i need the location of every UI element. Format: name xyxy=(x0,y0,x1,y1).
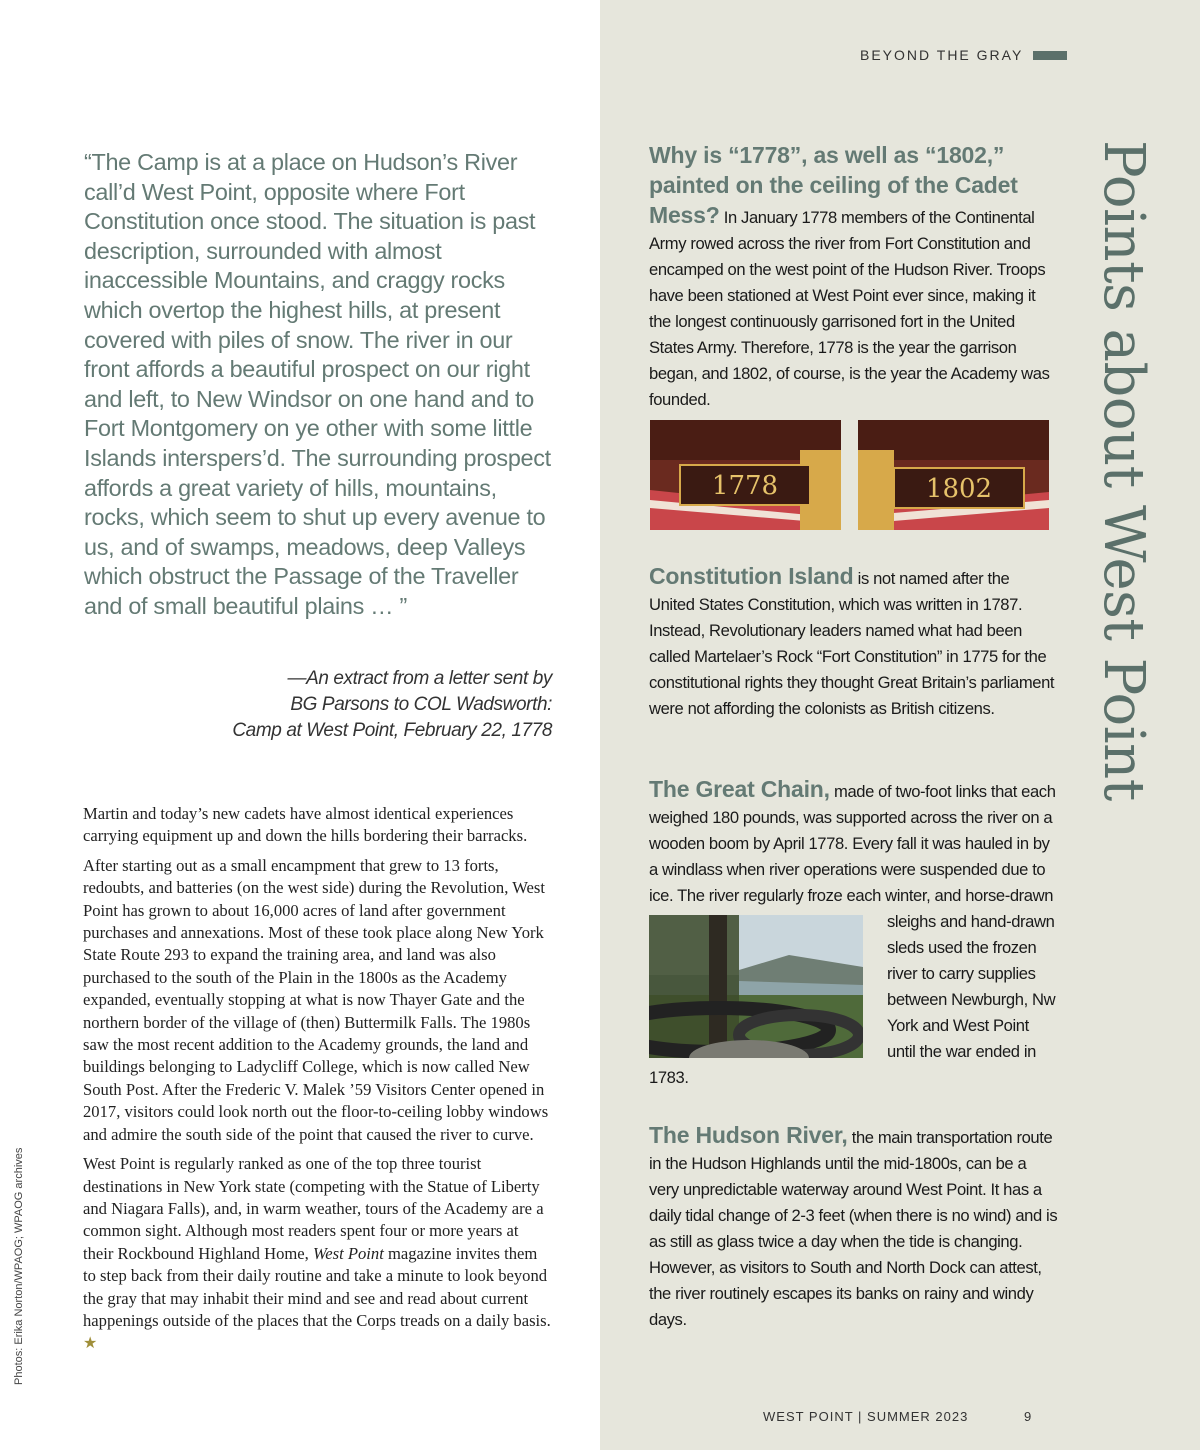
body-paragraph xyxy=(83,1153,553,1356)
ceiling-date-1778: 1778 xyxy=(711,471,779,501)
body-paragraph: After starting out as a small encampment that grew to 13 forts, redoubts, and batteries (on the west side) during the Revolution, West Point has grown to about 16,000 acres of land after government purchases and annexations. Most of these took place along New York State Route 293 to expand the training area, and land was also purchased to the south of the Plain in the 1800s as the Academy expanded, eventually stopping at what is now Thayer Gate and the northern border of the village of (then) Buttermilk Falls. The 1980s saw the most recent addition to the Academy grounds, the land and buildings belonging to Ladycliff College, which is now called New South Post. After the Frederic V. Malek ’59 Visitors Center opened in 2017, visitors could look north out the floor-to-ceiling lobby windows and admire the south side of the point that caused the river to curve. xyxy=(83,855,549,1144)
attribution-line: BG Parsons to COL Wadsworth: xyxy=(290,694,552,715)
section-hudson-river xyxy=(649,1122,1059,1333)
section-text: In January 1778 members of the Continental Army rowed across the river from Fort Constitution and encamped on the west point of the Hudson River. Troops have been stationed at West Point ever since, making it the longest continuously garrisoned fort in the United States Army. Therefore, 1778 is the year the garrison began, and 1802, of course, is the year the Academy was founded. xyxy=(649,208,1050,409)
section-constitution-island xyxy=(649,563,1059,722)
photo-1778-ceiling xyxy=(650,420,841,530)
magazine-name: West Point xyxy=(312,1243,384,1263)
section-text: the main transportation route in the Hudson Highlands until the mid-1800s, can be a very unpredictable waterway around West Point. It has a daily tidal change of 2-3 feet (when there is no wind) and is as still as glass twice a day when the tide is changing. However, as visitors to South and North Dock can attest, the river routinely escapes its banks on rainy and windy days. xyxy=(649,1128,1058,1329)
page-number: 9 xyxy=(1024,1409,1032,1424)
section-heading: The Great Chain, xyxy=(649,776,830,802)
header-bar xyxy=(1033,51,1067,60)
section-great-chain xyxy=(649,776,1059,1091)
photo-1802-ceiling xyxy=(858,420,1049,530)
section-text: made of two-foot links that each weighed 180 pounds, was supported across the river on a wooden boom by April 1778. Every fall it was hauled in by a windlass when river operations were suspended due to ice. The river regularly froze each winter, and horse-drawn sleighs and hand-drawn xyxy=(649,782,1056,931)
photo-great-chain xyxy=(649,915,863,1058)
attribution-line: Camp at West Point, February 22, 1778 xyxy=(232,720,552,741)
section-text: sleds used the frozen river to carry supplies between Newburgh, Nw York and West Point until the war ended in 1783. xyxy=(649,938,1056,1087)
photo-credit: Photos: Erika Norton/WPAOG; WPAOG archives xyxy=(13,1147,25,1385)
attribution-line: —An extract from a letter sent by xyxy=(287,668,552,689)
section-text: is not named after the United States Constitution, which was written in 1787. Instead, Revolutionary leaders named what had been called Martelaer’s Rock “Fort Constitution” in 1775 for the constitutional rights they thought Great Britain’s parliament were not affording the colonists as British citizens. xyxy=(649,569,1055,718)
body-text xyxy=(83,803,553,1363)
footer-publication: WEST POINT | SUMMER 2023 xyxy=(763,1409,969,1424)
body-paragraph: Martin and today’s new cadets have almost identical experiences carrying equipment up and down the hills bordering their barracks. xyxy=(83,804,528,846)
ceiling-date-1802: 1802 xyxy=(925,474,993,504)
quote-attribution xyxy=(180,666,552,744)
section-1778 xyxy=(649,141,1059,413)
section-label: BEYOND THE GRAY xyxy=(860,47,1024,63)
section-heading: The Hudson River, xyxy=(649,1122,848,1148)
body-text-run: magazine invites them to step back from their daily routine and take a minute to look beyond the gray that may inhabit their mind and see and read about current happenings outside of the places that the Corps treads on a daily basis. xyxy=(83,1243,551,1330)
pull-quote: “The Camp is at a place on Hudson’s River call’d West Point, opposite where Fort Constitution once stood. The situation is past description, surrounded with almost inaccessible Mountains, and craggy rocks which overtop the highest hills, at present covered with piles of snow. The river in our front affords a beautiful prospect on our right and left, to New Windsor on one hand and to Fort Montgomery on ye other with some little Islands interspers’d. The surrounding prospect affords a great variety of hills, mountains, rocks, which seem to shut up every avenue to us, and of swamps, meadows, deep Valleys which obstruct the Passage of the Traveller and of small beautiful plains … ” xyxy=(84,149,551,619)
star-icon: ★ xyxy=(83,1335,98,1353)
section-heading: Constitution Island xyxy=(649,563,854,589)
vertical-title: Points about West Point xyxy=(1091,140,1156,801)
section-heading: Why is “1778”, as well as “1802,” painted on the ceiling of the Cadet Mess? xyxy=(649,142,1018,228)
section-header xyxy=(860,47,1067,63)
body-text-run: West Point is regularly ranked as one of the top three tourist destinations in New York state (competing with the Statue of Liberty and Niagara Falls), and, in warm weather, tours of the Academy are a common sight. Although most readers spent four or more years at their Rockbound Highland Home, xyxy=(83,1154,544,1263)
